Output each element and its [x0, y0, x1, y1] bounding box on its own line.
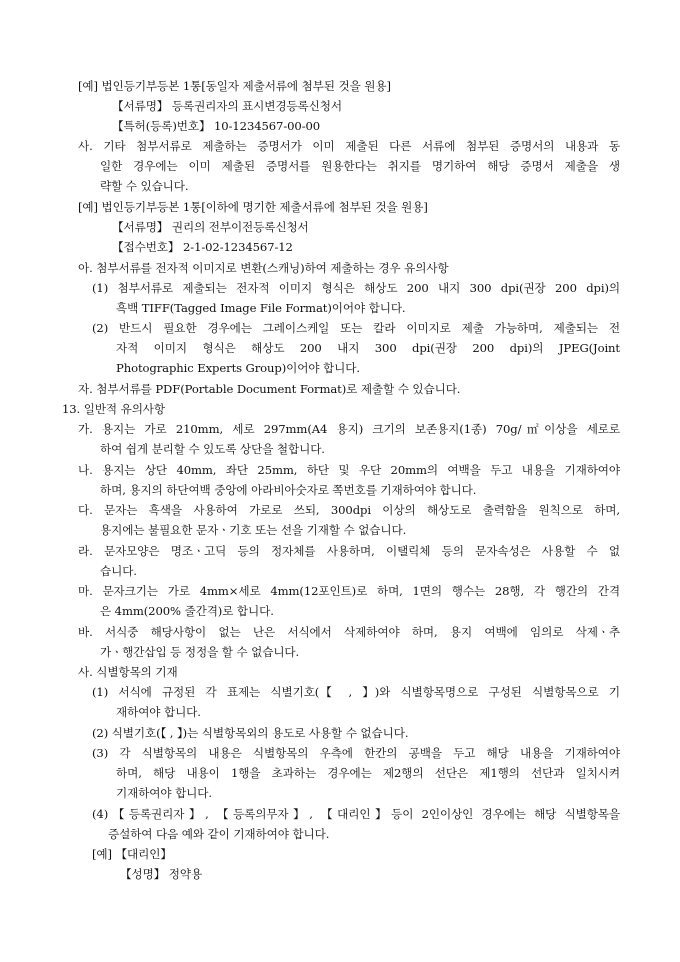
subitem-line: (4)【등록권리자】, 【등록의무자】, 【대리인】등이 2인이상인 경우에는 해당 식별항목을: [92, 807, 620, 821]
rule-line: 가ㆍ행간삽입 등 정정을 할 수 없습니다.: [100, 645, 300, 659]
subitem-line: 흑백 TIFF(Tagged Image File Format)이어야 합니다.: [116, 301, 406, 315]
item-a-heading: 아. 첨부서류를 전자적 이미지로 변환(스캐닝)하여 제출하는 경우 유의사항: [78, 261, 449, 275]
identifier-line: 【성명】 정약용: [120, 867, 203, 881]
subitem-line: 하며, 해당 내용이 1행을 초과하는 경우에는 제2행의 선단은 제1행의 선단과 일치시켜: [116, 766, 620, 780]
identifier-line: 【특허(등록)번호】 10-1234567-00-00: [112, 119, 321, 133]
rule-line: 하여 쉽게 분리할 수 있도록 상단을 철합니다.: [100, 442, 325, 456]
example-line: [예] 【대리인】: [92, 847, 172, 861]
item-sa-line: 략할 수 있습니다.: [100, 179, 189, 193]
rule-line: 습니다.: [100, 564, 137, 578]
example-line: [예] 법인등기부등본 1통[이하에 명기한 제출서류에 첨부된 것을 원용]: [78, 200, 428, 214]
identifier-line: 【서류명】 권리의 전부이전등록신청서: [112, 220, 309, 234]
subitem-line: Photographic Experts Group)이어야 합니다.: [116, 361, 360, 375]
section-heading: 13. 일반적 유의사항: [62, 402, 166, 416]
subitem-line: (2) 반드시 필요한 경우에는 그레이스케일 또는 칼라 이미지로 제출 가능하며, 제출되는 전: [92, 321, 620, 335]
rule-line: 마. 문자크기는 가로 4mm×세로 4mm(12포인트)로 하며, 1면의 행수는 28행, 각 행간의 간격: [78, 584, 620, 598]
subitem-line: (2) 식별기호(【 , 】)는 식별항목외의 용도로 사용할 수 없습니다.: [92, 726, 409, 740]
rule-line: 용지에는 불필요한 문자ㆍ기호 또는 선을 기재할 수 없습니다.: [100, 523, 407, 537]
identifier-line: 【접수번호】 2-1-02-1234567-12: [112, 240, 293, 254]
subitem-line: 자적 이미지 형식은 해상도 200 내지 300 dpi(권장 200 dpi)의 JPEG(Joint: [116, 341, 620, 355]
subitem-line: (1) 첨부서류로 제출되는 전자적 이미지 형식은 해상도 200 내지 300 dpi(권장 200 dpi)의: [92, 281, 620, 295]
item-sa-line: 사. 기타 첨부서류로 제출하는 증명서가 이미 제출된 다른 서류에 첨부된 증명서의 내용과 동: [78, 139, 620, 153]
item-sa-line: 일한 경우에는 이미 제출된 증명서를 원용한다는 취지를 명기하여 해당 증명서 제출을 생: [100, 159, 620, 173]
subitem-line: 기재하여야 합니다.: [116, 786, 212, 800]
subitem-line: (3) 각 식별항목의 내용은 식별항목의 우측에 한칸의 공백을 두고 해당 내용을 기재하여야: [92, 746, 620, 760]
subitem-line: 증설하여 다음 예와 같이 기재하여야 합니다.: [108, 827, 330, 841]
rule-line: 사. 식별항목의 기재: [78, 665, 178, 679]
rule-line: 다. 문자는 흑색을 사용하여 가로로 쓰되, 300dpi 이상의 해상도로 출력함을 원칙으로 하며,: [78, 503, 620, 517]
rule-line: 가. 용지는 가로 210mm, 세로 297mm(A4 용지) 크기의 보존용지(1종) 70g/㎡이상을 세로로: [78, 422, 620, 436]
rule-line: 바. 서식중 해당사항이 없는 난은 서식에서 삭제하여야 하며, 용지 여백에 임의로 삭제ㆍ추: [78, 625, 620, 639]
identifier-line: 【서류명】 등록권리자의 표시변경등록신청서: [112, 99, 342, 113]
rule-line: 라. 문자모양은 명조ㆍ고딕 등의 정자체를 사용하며, 이탤릭체 등의 문자속성은 사용할 수 없: [78, 544, 620, 558]
subitem-line: (1) 서식에 규정된 각 표제는 식별기호(【 , 】)와 식별항목명으로 구성된 식별항목으로 기: [92, 685, 620, 699]
rule-line: 하며, 용지의 하단여백 중앙에 아라비아숫자로 쪽번호를 기재하여야 합니다.: [100, 483, 477, 497]
item-ja-line: 자. 첨부서류를 PDF(Portable Document Format)로 제출할 수 있습니다.: [78, 382, 461, 396]
subitem-line: 재하여야 합니다.: [116, 705, 201, 719]
rule-line: 은 4mm(200% 줄간격)로 합니다.: [100, 604, 274, 618]
rule-line: 나. 용지는 상단 40mm, 좌단 25mm, 하단 및 우단 20mm의 여백을 두고 내용을 기재하여야: [78, 463, 620, 477]
example-line: [예] 법인등기부등본 1통[동일자 제출서류에 첨부된 것을 원용]: [78, 79, 391, 93]
